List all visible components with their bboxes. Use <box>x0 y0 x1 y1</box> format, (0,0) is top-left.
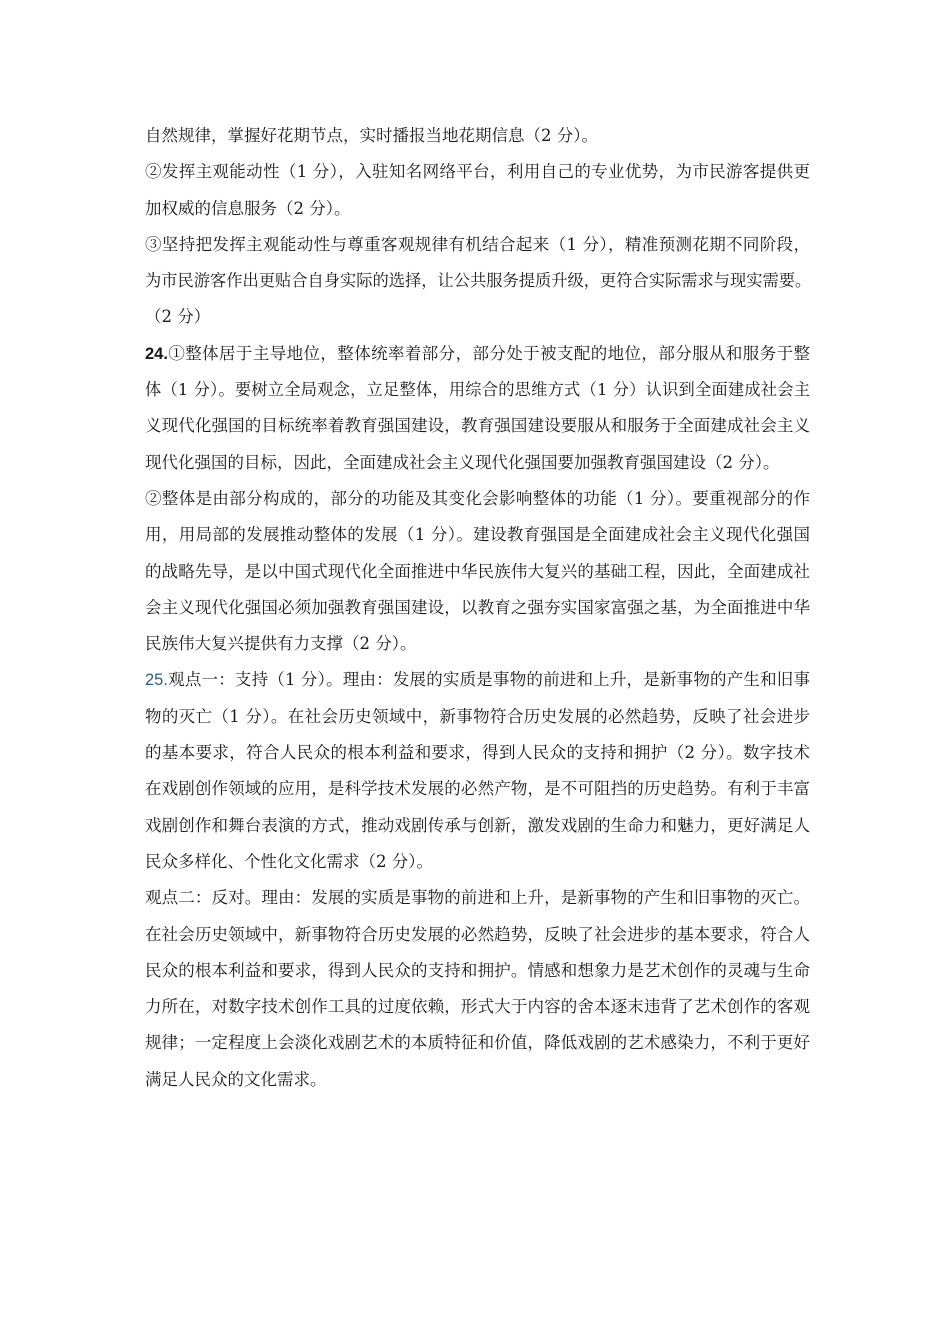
q25-line: 规律；一定程度上会淡化戏剧艺术的本质特征和价值，降低戏剧的艺术感染力，不利于更好 <box>145 1033 810 1053</box>
q24-answer <box>145 336 810 663</box>
q24-line: 现代化强国的目标，因此，全面建成社会主义现代化强国要加强教育强国建设（2 分）。 <box>145 452 780 472</box>
q24-line: ②整体是由部分构成的，部分的功能及其变化会影响整体的功能（1 分）。要重视部分的作 <box>145 488 810 508</box>
q23-line: （2 分） <box>145 307 211 327</box>
q25-first-line <box>145 662 810 698</box>
q25-line: 民众的根本利益和要求，得到人民众的支持和拥护。情感和想象力是艺术创作的灵魂与生命 <box>145 960 810 980</box>
q25-line: 物的灭亡（1 分）。在社会历史领域中，新事物符合历史发展的必然趋势，反映了社会进步 <box>145 706 810 726</box>
q25-answer <box>145 662 810 1098</box>
q23-line: ③坚持把发挥主观能动性与尊重客观规律有机结合起来（1 分），精准预测花期不同阶段， <box>145 234 810 254</box>
q24-line: 义现代化强国的目标统率着教育强国建设，教育强国建设要服从和服务于全面建成社会主义 <box>145 416 810 436</box>
q25-line: 在社会历史领域中，新事物符合历史发展的必然趋势，反映了社会进步的基本要求，符合人 <box>145 924 810 944</box>
q25-line: 在戏剧创作领域的应用，是科学技术发展的必然产物，是不可阻挡的历史趋势。有利于丰富 <box>145 779 810 799</box>
q25-line: 观点二：反对。理由：发展的实质是事物的前进和上升，是新事物的产生和旧事物的灭亡。 <box>145 888 810 908</box>
q24-line: 会主义现代化强国必须加强教育强国建设，以教育之强夯实国家富强之基，为全面推进中华 <box>145 597 810 617</box>
q24-number: 24. <box>145 344 168 363</box>
q25-line: 民众多样化、个性化文化需求（2 分）。 <box>145 851 433 871</box>
q25-number: 25. <box>145 671 168 690</box>
q25-line: 力所在，对数字技术创作工具的过度依赖，形式大于内容的舍本逐末违背了艺术创作的客观 <box>145 997 810 1017</box>
q25-line: 戏剧创作和舞台表演的方式，推动戏剧传承与创新，激发戏剧的生命力和魅力，更好满足人 <box>145 815 810 835</box>
q25-line: 满足人民众的文化需求。 <box>145 1069 327 1089</box>
q23-line: ②发挥主观能动性（1 分），入驻知名网络平台，利用自己的专业优势，为市民游客提供更 <box>145 162 810 182</box>
q23-answer <box>145 118 810 336</box>
q23-line: 加权威的信息服务（2 分）。 <box>145 198 351 218</box>
q25-first-line-text: 观点一：支持（1 分）。理由：发展的实质是事物的前进和上升，是新事物的产生和旧事 <box>167 670 810 690</box>
answer-text-body <box>145 118 810 1098</box>
q24-line: 的战略先导，是以中国式现代化全面推进中华民族伟大复兴的基础工程，因此，全面建成社 <box>145 561 810 581</box>
q24-line: 体（1 分）。要树立全局观念，立足整体，用综合的思维方式（1 分）认识到全面建成社会主 <box>145 380 810 400</box>
q23-line: 自然规律，掌握好花期节点，实时播报当地花期信息（2 分）。 <box>145 126 598 145</box>
q24-first-line <box>145 336 810 372</box>
q24-first-line-text: ①整体居于主导地位，整体统率着部分，部分处于被支配的地位，部分服从和服务于整 <box>167 343 810 363</box>
q25-line: 的基本要求，符合人民众的根本利益和要求，得到人民众的支持和拥护（2 分）。数字技术 <box>145 743 810 763</box>
q24-line: 用，用局部的发展推动整体的发展（1 分）。建设教育强国是全面建成社会主义现代化强国 <box>145 525 810 545</box>
q23-line: 为市民游客作出更贴合自身实际的选择，让公共服务提质升级，更符合实际需求与现实需要。 <box>145 271 812 291</box>
q24-line: 民族伟大复兴提供有力支撑（2 分）。 <box>145 634 417 654</box>
